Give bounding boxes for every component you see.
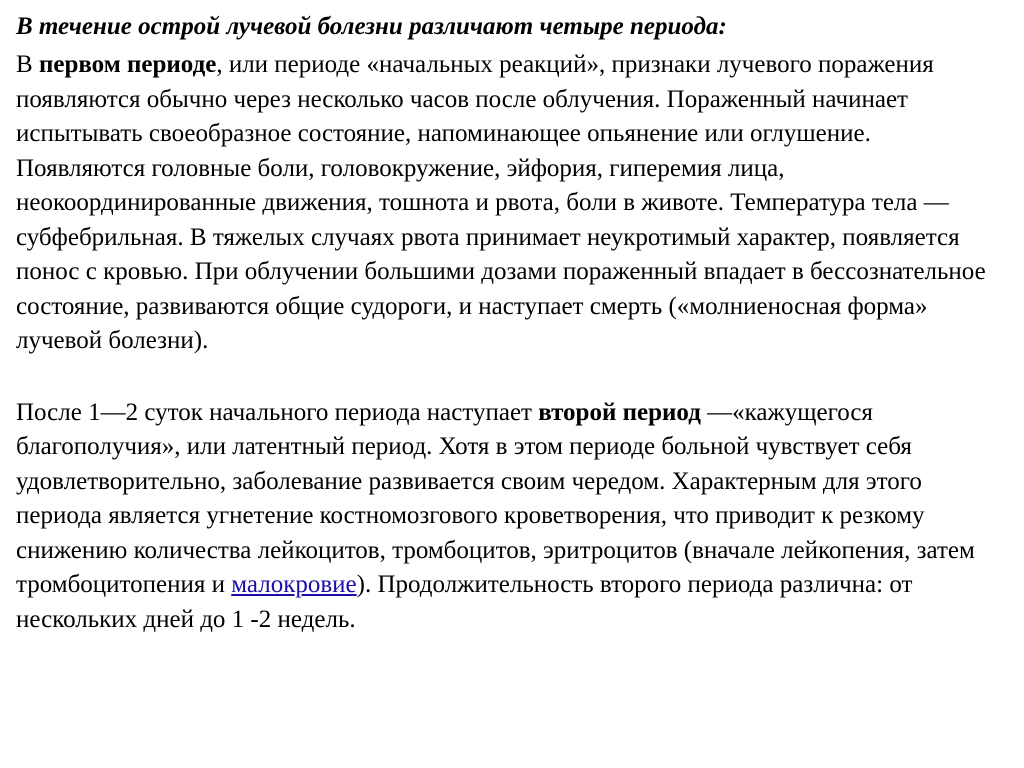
paragraph2-bold-term: второй период xyxy=(538,398,701,426)
anemia-link[interactable]: малокровие xyxy=(231,571,357,598)
paragraph2-text-end: ). Продолжительность второго периода различна: от нескольких дней до 1 -2 недель. xyxy=(16,571,913,633)
paragraph1-bold-term: первом периоде xyxy=(38,51,217,78)
slide-heading: В течение острой лучевой болезни различают четыре периода: xyxy=(16,13,727,40)
paragraph2-text-middle: —«кажущегося благополучия», или латентный период. Хотя в этом периоде больной чувствует себя удовлетворительно, заболевание развивается своим чередом. Характерным для этого периода является угнетение костномозгового кроветворения, что приводит к резкому снижению количества лейкоцитов, тромбоцитов, эритроцитов (вначале лейкопения, затем тромбоцитопения и xyxy=(16,398,975,598)
paragraph1-text-start: В xyxy=(16,51,39,78)
paragraph-second-period xyxy=(16,396,1006,638)
paragraph2-text-start: После 1—2 суток начального периода наступает xyxy=(16,398,539,426)
slide-content xyxy=(16,10,1006,637)
paragraph-first-period xyxy=(16,48,1006,359)
paragraph1-text-rest: , или периоде «начальных реакций», признаки лучевого поражения появляются обычно через несколько часов после облучения. Пораженный начинает испытывать своеобразное состояние, напоминающее опьянение или оглушение. Появляются головные боли, головокружение, эйфория, гиперемия лица, неокоординированные движения, тошнота и рвота, боли в животе. Температура тела — субфебрильная. В тяжелых случаях рвота принимает неукротимый характер, появляется понос с кровью. При облучении большими дозами пораженный впадает в бессознательное состояние, развиваются общие судороги, и наступает смерть («молниеносная форма» лучевой болезни). xyxy=(16,51,986,354)
